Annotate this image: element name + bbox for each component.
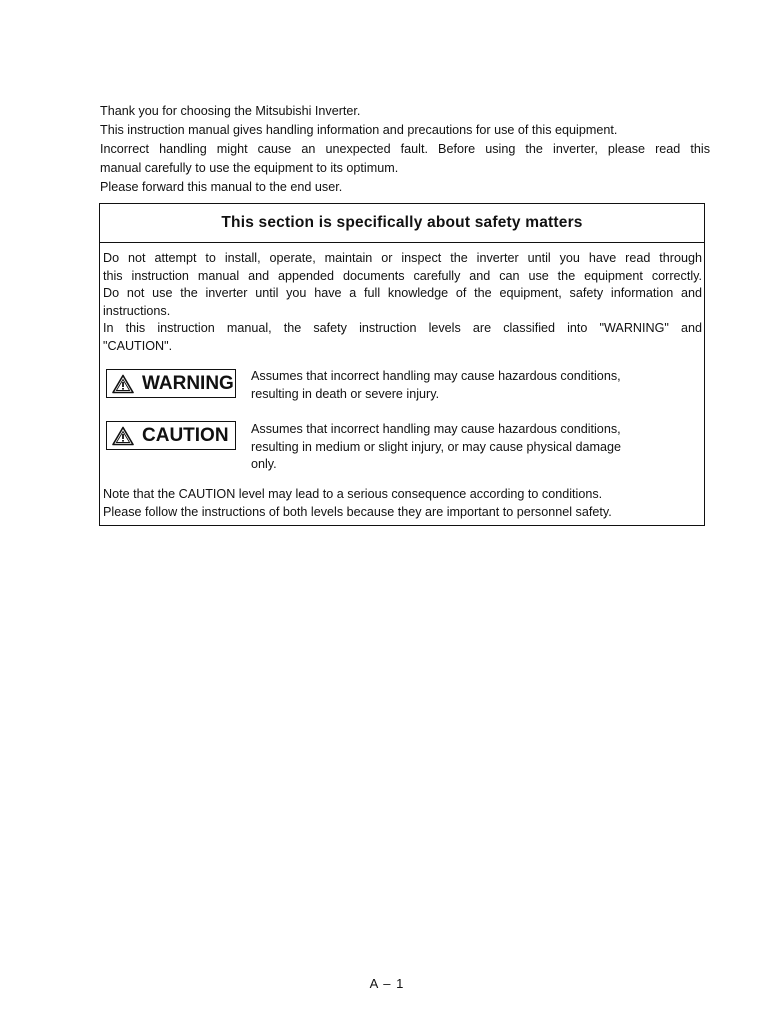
paragraph-line: "CAUTION". [103,338,173,353]
intro-line: manual carefully to use the equipment to its optimum. [100,161,399,175]
description-line: Assumes that incorrect handling may cause hazardous conditions, [251,369,621,383]
intro-line: Incorrect handling might cause an unexpected fault. Before using the inverter, please read this [100,142,710,156]
intro-line: Please forward this manual to the end user. [100,180,343,194]
paragraph-line: In this instruction manual, the safety instruction levels are classified into "WARNING" and [103,321,702,336]
paragraph-line: Do not attempt to install, operate, maintain or inspect the inverter until you have read through [103,251,702,265]
safety-note-paragraph [103,486,702,521]
warning-triangle-icon [112,426,134,446]
safety-intro-paragraph [103,250,702,356]
intro-text [100,102,710,197]
description-line: only. [251,457,277,471]
intro-line: This instruction manual gives handling information and precautions for use of this equipment. [100,123,618,137]
paragraph-line: instructions. [103,303,171,318]
description-line: resulting in death or severe injury. [251,386,440,401]
intro-line: Thank you for choosing the Mitsubishi Inverter. [100,104,361,118]
description-line: Assumes that incorrect handling may cause hazardous conditions, [251,422,621,436]
page-number: A – 1 [369,976,405,991]
paragraph-line: Please follow the instructions of both levels because they are important to personnel safety. [103,504,612,519]
safety-heading: This section is specifically about safety matters [100,204,704,243]
warning-triangle-icon [112,374,134,394]
paragraph-line: this instruction manual and appended documents carefully and can use the equipment correctly. [103,268,702,283]
caution-description [251,421,691,474]
caution-label: CAUTION [142,424,229,446]
safety-box [99,203,705,526]
description-line: resulting in medium or slight injury, or may cause physical damage [251,439,622,454]
warning-level-badge [106,369,236,398]
caution-level-badge [106,421,236,450]
paragraph-line: Do not use the inverter until you have a full knowledge of the equipment, safety information and [103,286,702,301]
paragraph-line: Note that the CAUTION level may lead to a serious consequence according to conditions. [103,487,603,501]
warning-label: WARNING [142,372,234,394]
warning-description [251,368,691,403]
